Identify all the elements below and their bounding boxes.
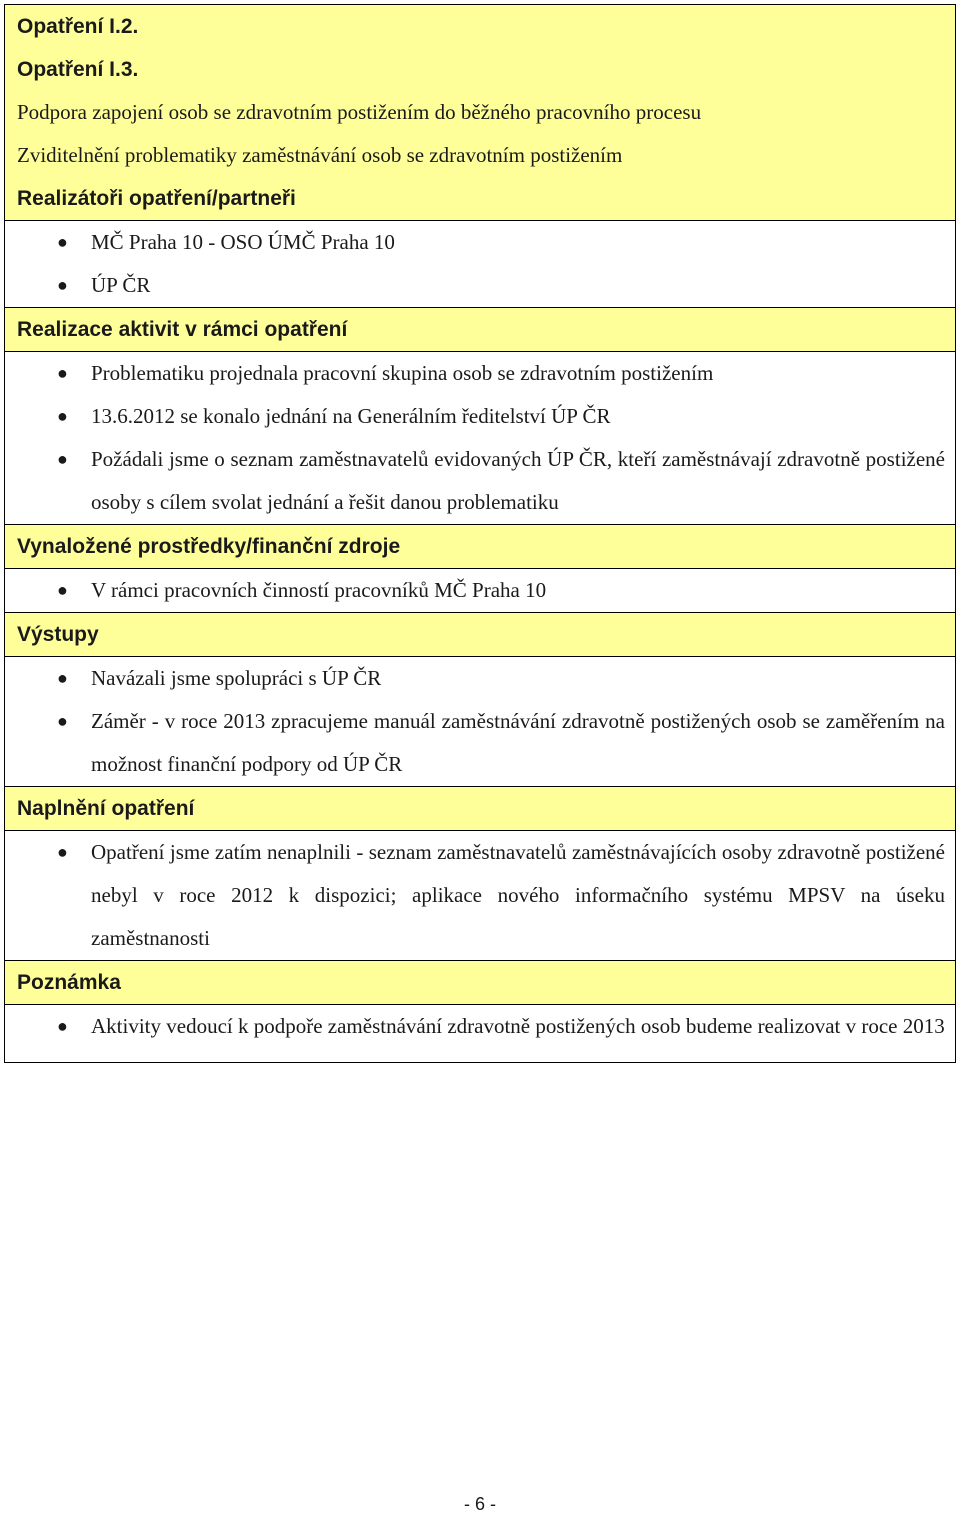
note-cell xyxy=(5,1005,956,1063)
list-item: ● Aktivity vedoucí k podpoře zaměstnávání zdravotně postižených osob budeme realizovat v roce 2013 xyxy=(17,1005,955,1048)
implementation-cell xyxy=(5,352,956,525)
fulfillment-cell xyxy=(5,831,956,961)
outputs-cell xyxy=(5,657,956,787)
bullet-icon: ● xyxy=(57,406,68,426)
list-item: ● ÚP ČR xyxy=(17,264,955,307)
list-item: ● Problematiku projednala pracovní skupina osob se zdravotním postižením xyxy=(17,352,955,395)
fulfillment-list xyxy=(17,831,955,960)
measure-1-label: Opatření I.2. xyxy=(17,15,139,38)
fulfillment-title-cell xyxy=(5,787,956,831)
list-item: ● V rámci pracovních činností pracovníků MČ Praha 10 xyxy=(17,569,955,612)
implementers-cell xyxy=(5,221,956,308)
goal-text: Podpora zapojení osob se zdravotním postižením do běžného pracovního procesu xyxy=(17,100,702,124)
bullet-icon: ● xyxy=(57,580,68,600)
implementers-title: Realizátoři opatření/partneři xyxy=(17,187,296,210)
fulfillment-title: Naplnění opatření xyxy=(17,797,195,820)
bullet-icon: ● xyxy=(57,842,68,862)
outputs-title: Výstupy xyxy=(17,623,99,646)
measure-table xyxy=(4,4,956,1063)
resources-title-cell xyxy=(5,525,956,569)
header-cell xyxy=(5,5,956,221)
bullet-icon: ● xyxy=(57,449,68,469)
list-item: ● Záměr - v roce 2013 zpracujeme manuál zaměstnávání zdravotně postižených osob se zaměřením na možnost finanční podpory od ÚP ČR xyxy=(17,700,955,786)
resources-cell xyxy=(5,569,956,613)
note-list xyxy=(17,1005,955,1048)
bullet-icon: ● xyxy=(57,363,68,383)
bullet-icon: ● xyxy=(57,711,68,731)
note-title: Poznámka xyxy=(17,971,121,994)
bullet-icon: ● xyxy=(57,232,68,252)
outputs-title-cell xyxy=(5,613,956,657)
list-item: ● 13.6.2012 se konalo jednání na Generálním ředitelství ÚP ČR xyxy=(17,395,955,438)
outputs-list xyxy=(17,657,955,786)
page-number: - 6 - xyxy=(463,1494,496,1514)
list-item: ● MČ Praha 10 - OSO ÚMČ Praha 10 xyxy=(17,221,955,264)
implementers-list xyxy=(17,221,955,307)
bullet-icon: ● xyxy=(57,275,68,295)
measure-2-label: Opatření I.3. xyxy=(17,58,139,81)
bullet-icon: ● xyxy=(57,1016,68,1036)
bullet-icon: ● xyxy=(57,668,68,688)
note-title-cell xyxy=(5,961,956,1005)
resources-title: Vynaložené prostředky/finanční zdroje xyxy=(17,535,401,558)
implementation-list xyxy=(17,352,955,524)
list-item: ● Opatření jsme zatím nenaplnili - seznam zaměstnavatelů zaměstnávajících osoby zdravotně postižené nebyl v roce 2012 k dispozici; aplikace nového informačního systému MPSV na úseku zaměstnanosti xyxy=(17,831,955,960)
implementation-title: Realizace aktivit v rámci opatření xyxy=(17,318,348,341)
resources-list xyxy=(17,569,955,612)
subgoal-text: Zviditelnění problematiky zaměstnávání osob se zdravotním postižením xyxy=(17,143,623,167)
list-item: ● Navázali jsme spolupráci s ÚP ČR xyxy=(17,657,955,700)
list-item: ● Požádali jsme o seznam zaměstnavatelů evidovaných ÚP ČR, kteří zaměstnávají zdravotně postižené osoby s cílem svolat jednání a řešit danou problematiku xyxy=(17,438,955,524)
implementation-title-cell xyxy=(5,308,956,352)
